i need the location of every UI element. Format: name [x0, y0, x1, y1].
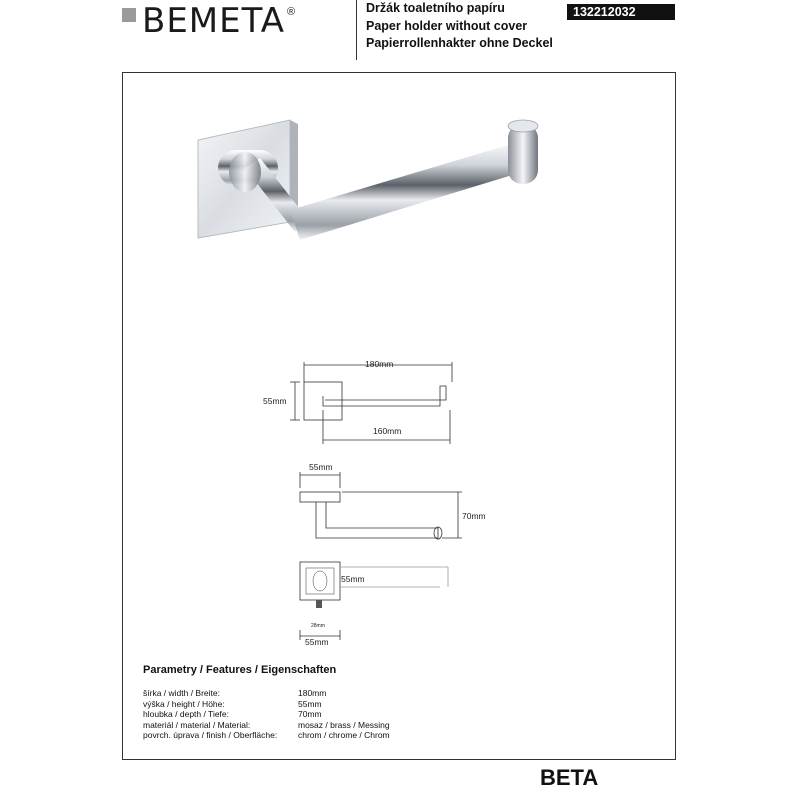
feature-value: chrom / chrome / Chrom: [298, 730, 390, 740]
feature-row: [143, 699, 390, 710]
dim-plate-bottom: 55mm: [305, 637, 329, 647]
dim-screw-note: 28mm: [311, 623, 325, 629]
feature-value: 55mm: [298, 698, 322, 709]
registered-mark: ®: [287, 6, 296, 18]
dim-height-side: 55mm: [263, 396, 287, 406]
dim-base-width: 55mm: [309, 462, 333, 472]
brand-name: BEMETA: [142, 1, 286, 41]
series-name: BETA: [540, 765, 599, 790]
product-code-badge: 132212032: [567, 4, 675, 20]
features-table: [143, 688, 390, 741]
dim-bar-length: 160mm: [373, 426, 402, 436]
feature-label: šírka / width / Breite:: [143, 688, 220, 698]
feature-row: [143, 720, 390, 731]
feature-value: 70mm: [298, 709, 322, 719]
dim-plate-right: 55mm: [341, 574, 365, 584]
feature-row: [143, 709, 390, 720]
top-view: [290, 362, 452, 444]
feature-label: výška / height / Höhe:: [143, 698, 225, 709]
feature-label: hloubka / depth / Tiefe:: [143, 709, 230, 719]
features-title: Parametry / Features / Eigenschaften: [143, 664, 337, 676]
feature-label: materiál / material / Material:: [143, 719, 251, 730]
dim-width-top: 180mm: [365, 359, 394, 369]
feature-value: 180mm: [298, 688, 327, 698]
feature-label: povrch. úprava / finish / Oberfläche:: [143, 730, 278, 740]
title-cz: Držák toaletního papíru: [366, 1, 505, 15]
title-en: Paper holder without cover: [366, 18, 528, 33]
title-de: Papierrollenhakter ohne Deckel: [366, 36, 553, 50]
feature-row: [143, 688, 390, 699]
side-view: [300, 472, 462, 539]
feature-row: [143, 730, 390, 741]
dim-depth: 70mm: [462, 511, 486, 521]
feature-value: mosaz / brass / Messing: [298, 719, 390, 730]
